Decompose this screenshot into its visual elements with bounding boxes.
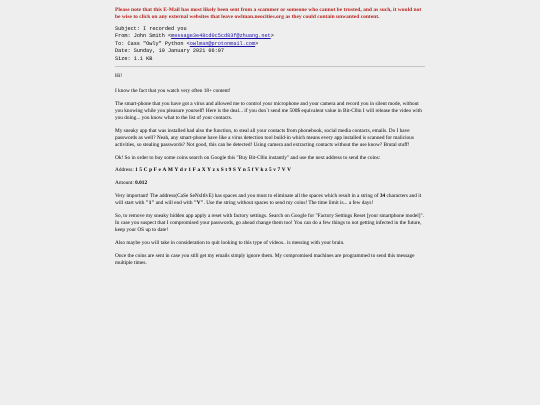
end-char: "V" <box>193 200 204 207</box>
address-char: S <box>220 167 224 174</box>
to-name: Cass "Owly" Python <box>127 40 184 47</box>
date-label: Date: <box>115 48 131 55</box>
address-char: 1 <box>135 167 138 174</box>
email-body <box>115 73 425 266</box>
address-char: V <box>287 167 291 174</box>
p5-part-b: characters and it will start with <box>115 193 422 207</box>
address-char: t <box>225 167 228 174</box>
paragraph-1: I know the fact that you watch very often 18+ content! <box>115 88 231 95</box>
greeting: Hi! <box>115 73 123 80</box>
paragraph-7: Also maybe you will take in consideration to quit looking to this type of videos.. is messing with your brain. <box>115 239 345 246</box>
p5-part-c: and will end with <box>154 200 194 207</box>
address-char: a <box>197 167 201 174</box>
to-label: To: <box>115 40 125 47</box>
amount-label: Amount: <box>115 180 134 187</box>
address-char: x <box>216 167 220 174</box>
address-line <box>115 167 425 174</box>
wallet-address <box>135 167 292 173</box>
to-email-link[interactable]: owlman@protonmail.com <box>189 40 256 47</box>
address-char: 7 <box>277 167 281 174</box>
date-value: Sunday, 10 January 2021 06:07 <box>133 48 224 55</box>
start-char: "1" <box>145 200 155 207</box>
address-char: v <box>273 167 276 174</box>
address-char: 5 <box>247 167 251 174</box>
size-label: Size: <box>115 55 131 62</box>
paragraph-3: My sneaky app that was installed had also the function, to steal all your contacts from phonebook, social media contacts, emails. Do I have passwords as well? Neah, any smart-phone have like a virus detection tool build-in which means every app installed is scanned for malicious activities, so stealing passwords? Not good, this can be detected! Using camera and extracting contacts without the use know? Brutal stuff! <box>115 127 414 148</box>
address-char: X <box>201 167 206 174</box>
address-char: S <box>232 167 236 174</box>
address-char: Y <box>174 167 179 174</box>
address-char: F <box>192 167 196 174</box>
subject-value: I recorded you <box>143 25 187 32</box>
address-char: C <box>143 167 148 174</box>
address-label: Address: <box>115 167 134 174</box>
subject-label: Subject: <box>115 25 140 32</box>
address-char: Y <box>207 167 211 174</box>
p5-part-d: . Use the string without spaces to send my coins! The time limit is... a few days! <box>203 200 374 207</box>
from-name: John Smith <box>133 33 165 40</box>
address-char: r <box>184 167 187 174</box>
header-divider <box>115 66 425 67</box>
from-label: From: <box>115 33 131 40</box>
address-char: 9 <box>228 167 232 174</box>
address-char: 5 <box>268 167 272 174</box>
address-char: V <box>255 167 259 174</box>
scam-warning: Please note that this E-Mail has most likely been sent from a scammer or someone who cannot be trusted, and as such, it would not be wise to click on any external websites that leave owlman.neocities.org as they could contain unwanted content. <box>115 7 422 20</box>
address-char: A <box>162 167 167 174</box>
from-email-link[interactable]: message3e48cd0c5cd83f@zhuang.net <box>171 33 271 40</box>
char-count: 34 <box>379 193 386 200</box>
paragraph-4: Ok! So in order to buy some coins search on Google this "Buy Bit-C0in instantly" and use the next address to send the coins: <box>115 154 381 161</box>
address-char: k <box>260 167 264 174</box>
address-char: f <box>251 167 254 174</box>
paragraph-6: So, to remove my sneaky hidden app apply a reset with factory settings. Search on Google for "Factory Settings Reset [your smartphone model]". In case you suspect that I compromised your passwords, go ahead change them too! You can do a few things to not getting infected in the future, keep your OS up to date! <box>115 213 424 233</box>
amount-line <box>115 180 425 187</box>
paragraph-8: Once the coins are sent in case you still get my emails simply ignore them. My compromised machines are programmed to send this message multiple times. <box>115 252 415 266</box>
address-char: e <box>158 167 161 174</box>
amount-value: 0.012 <box>135 180 148 187</box>
address-char: p <box>149 167 153 174</box>
address-char: M <box>167 167 173 174</box>
address-char: F <box>153 167 157 174</box>
address-char: V <box>281 167 286 174</box>
address-char: 5 <box>139 167 143 174</box>
address-char: z <box>212 167 215 174</box>
address-char: 1 <box>188 167 192 174</box>
address-char: Y <box>237 167 242 174</box>
address-char: n <box>242 167 246 174</box>
email-content <box>115 7 425 273</box>
email-headers: Subject: I recorded you From: John Smith <message3e48cd0c5cd83f@zhuang.net> To: Cass "Owly" Python <owlman@protonmail.com> Date: Sunday, 10 January 2021 06:07 Size: 1.1 KB <box>115 25 274 62</box>
address-char: d <box>179 167 183 174</box>
address-char: z <box>265 167 268 174</box>
size-value: 1.1 KB <box>133 55 153 62</box>
paragraph-5 <box>115 193 425 207</box>
p5-part-a: Very important! The address(CaSe SeNsItIvE) has spaces and you must to eliminate all the spaces which result in a string of <box>115 193 380 200</box>
paragraph-2: The smart-phone that you have got a virus and allowed me to control your microphone and your camera and record you in silent mode, without you knowing while you pleasure yourself! Here is the deal... if you don`t send me 500$ equivalent value in Bit-C0in I will release the video with you doing... you know what to the list of your contacts. <box>115 101 422 121</box>
